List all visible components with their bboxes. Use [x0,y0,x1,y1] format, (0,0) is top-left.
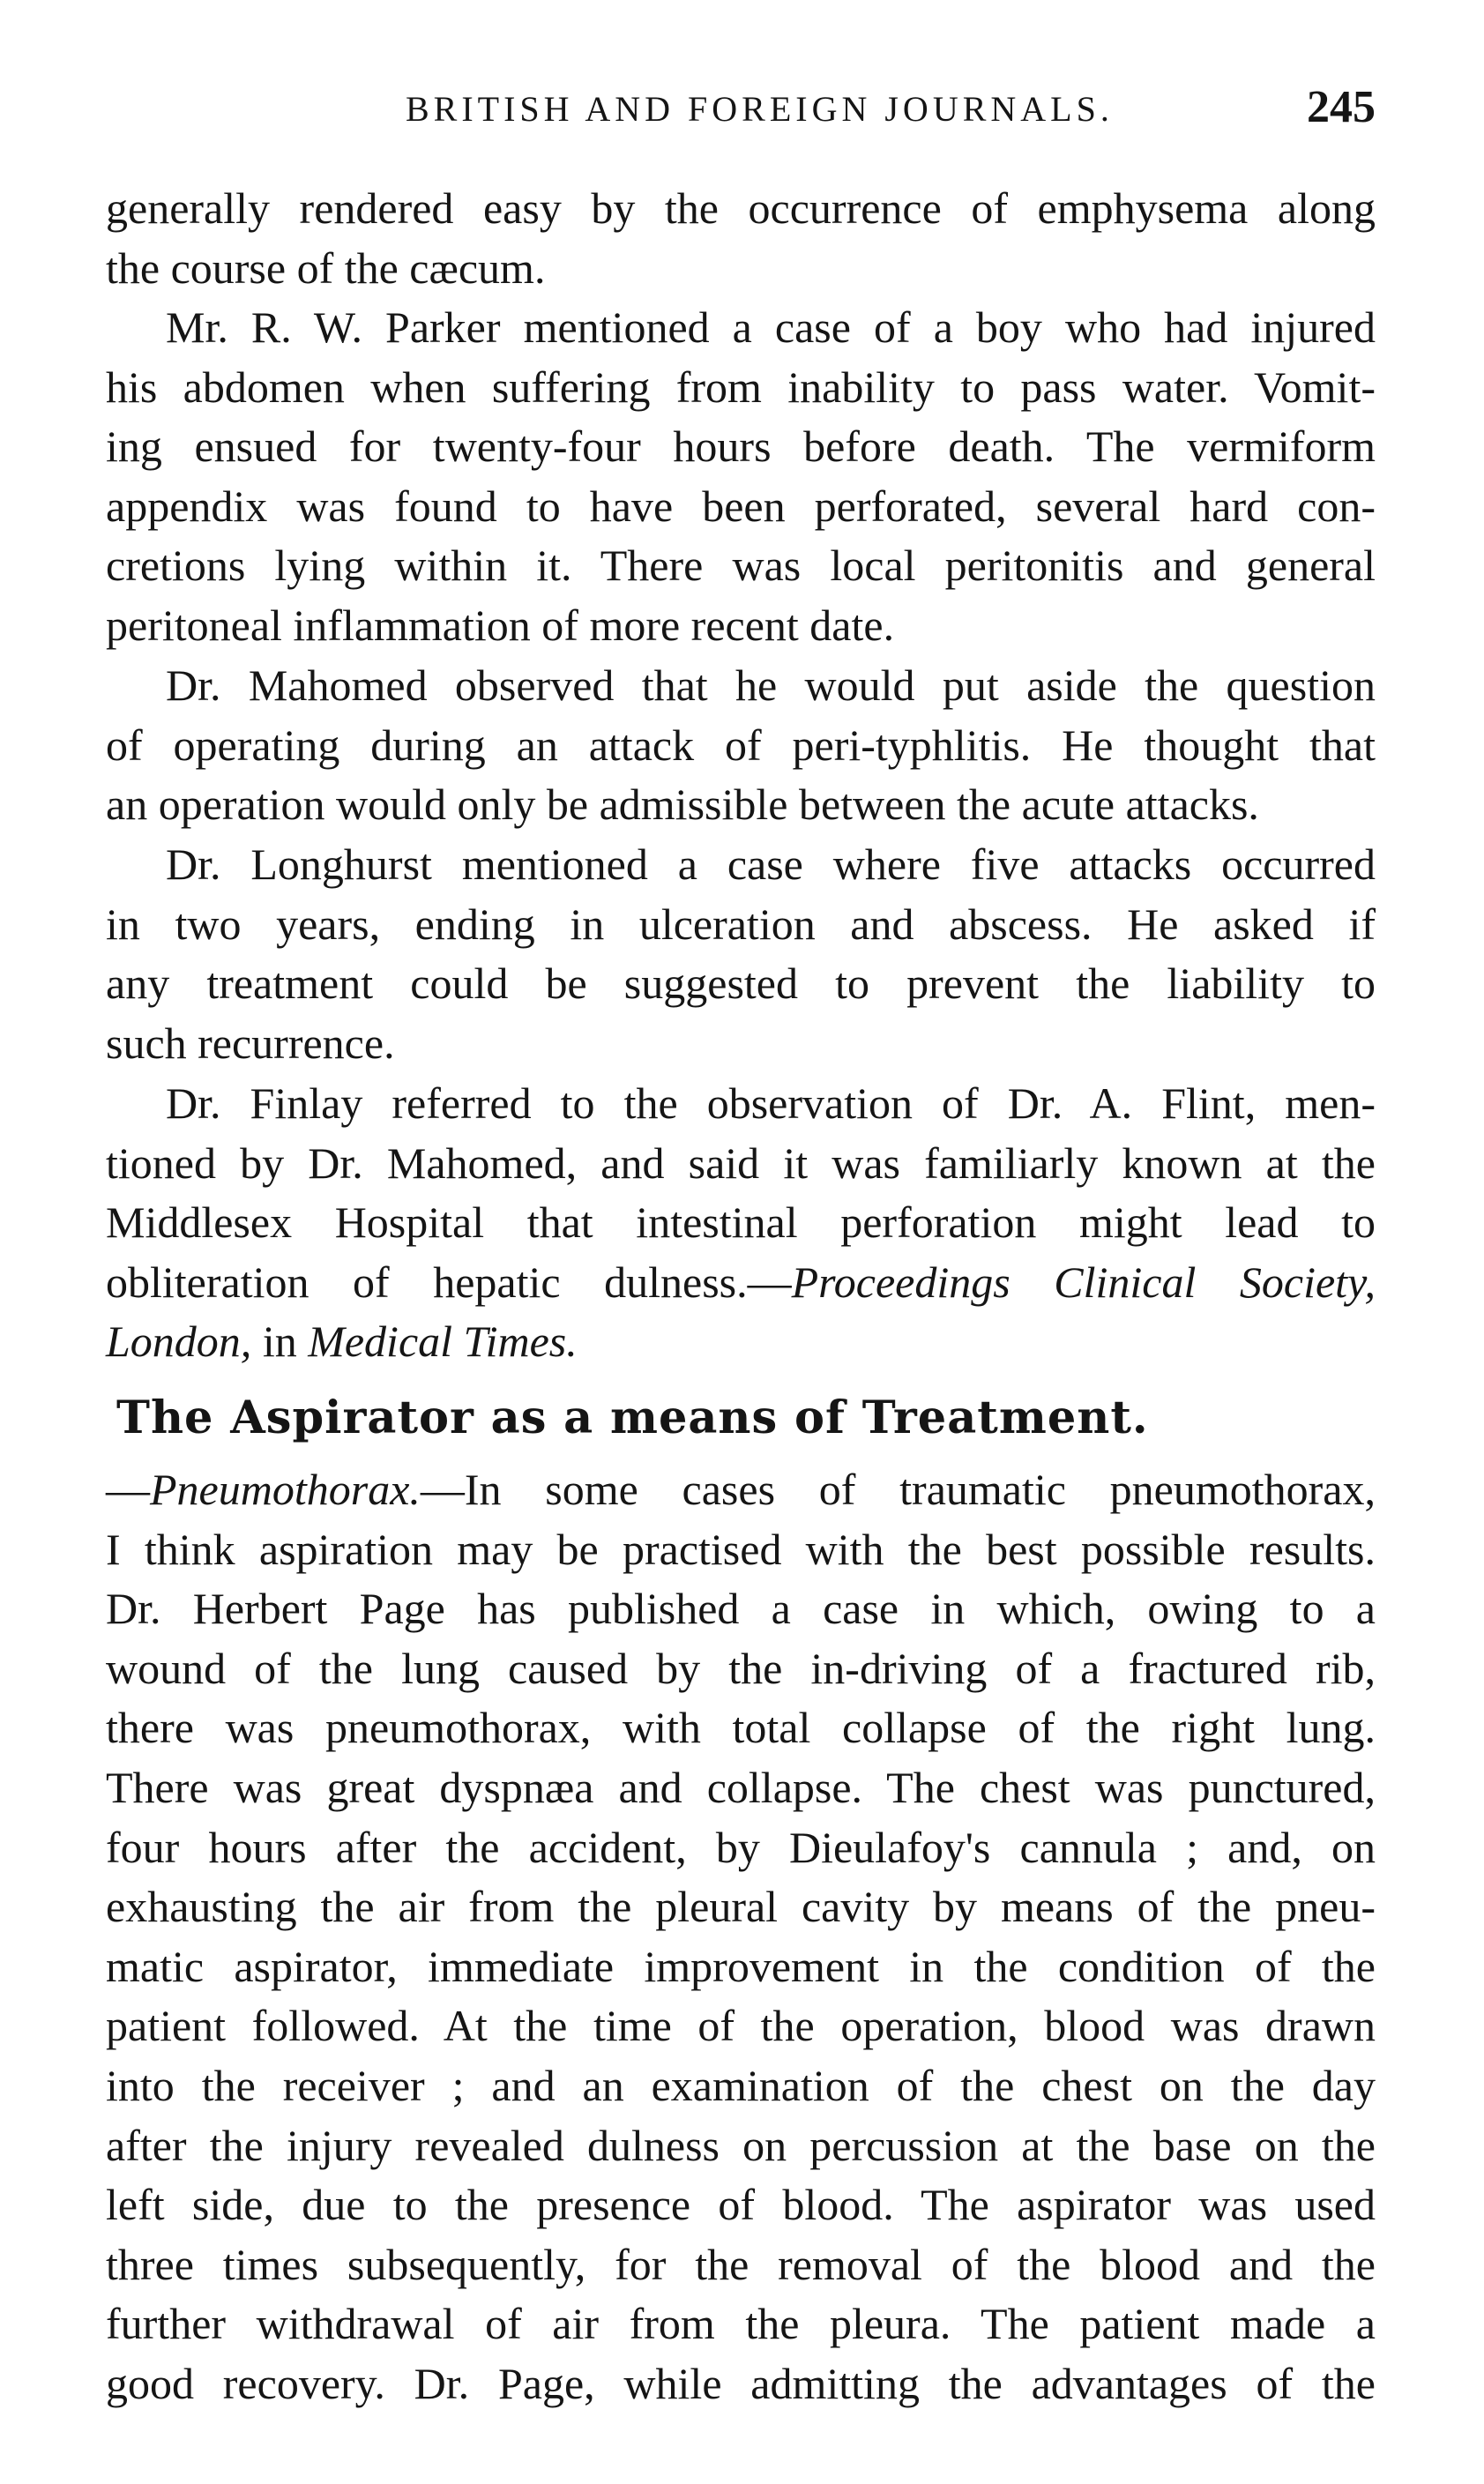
paragraph-longhurst [106,835,1376,1073]
text-line: any treatment could be suggested to prevent the liability to [106,959,1376,1009]
subheading-dash: — [106,1465,150,1514]
running-head: BRITISH AND FOREIGN JOURNALS. [406,89,1114,129]
text-line: of operating during an attack of peri-typhlitis. He thought that [106,720,1376,770]
text-line: after the injury revealed dulness on percussion at the base on the [106,2120,1376,2170]
subheading-title: Pneumothorax. [150,1465,421,1514]
text-line: Dr. Herbert Page has published a case in which, owing to a [106,1584,1376,1634]
paragraph-continuation [106,179,1376,298]
citation-source: Proceedings Clinical Society, [791,1257,1376,1307]
text-line: in two years, ending in ulceration and abscess. He asked if [106,899,1376,949]
paragraph-parker [106,298,1376,656]
text-line: Dr. Longhurst mentioned a case where five attacks occurred [166,839,1376,889]
text-line-citation [106,1253,1376,1313]
text-line: Mr. R. W. Parker mentioned a case of a boy who had injured [166,302,1376,352]
text-line: ing ensued for twenty-four hours before death. The vermiform [106,421,1376,472]
text-line-subheading [106,1460,1376,1520]
text-line: such recurrence. [106,1018,395,1068]
text-line: an operation would only be admissible between the acute attacks. [106,780,1259,830]
text-line: cretions lying within it. There was local peritonitis and general [106,541,1376,591]
text-line: there was pneumothorax, with total collapse of the right lung. [106,1703,1376,1753]
section-heading: The Aspirator as a means of Treatment. [116,1391,1149,1444]
citation-connector: in [251,1317,309,1367]
citation-journal: Medical Times. [308,1317,578,1367]
text-line: appendix was found to have been perforated, several hard con- [106,481,1376,531]
text-line: wound of the lung caused by the in-driving of a fractured rib, [106,1643,1376,1693]
text-line: Middlesex Hospital that intestinal perforation might lead to [106,1197,1376,1248]
text-line: his abdomen when suffering from inability to pass water. Vomit- [106,362,1376,412]
text-line: left side, due to the presence of blood. The aspirator was used [106,2180,1376,2230]
text-line: Dr. Mahomed observed that he would put aside the question [166,660,1376,710]
text-line: Dr. Finlay referred to the observation of Dr. A. Flint, men- [166,1078,1376,1128]
text-line-citation [106,1312,1376,1372]
text-line: matic aspirator, immediate improvement in the condition of the [106,1941,1376,1991]
text-line: patient followed. At the time of the operation, blood was drawn [106,2001,1376,2051]
text-line: the course of the cæcum. [106,242,546,293]
text-line: peritoneal inflammation of more recent date. [106,600,895,650]
page-number: 245 [1307,82,1376,132]
paragraph-mahomed [106,656,1376,835]
text-line: three times subsequently, for the removal of the blood and the [106,2239,1376,2289]
citation-place: London, [106,1317,252,1367]
text-line: exhausting the air from the pleural cavity by means of the pneu- [106,1882,1376,1932]
text-line: good recovery. Dr. Page, while admitting the advantages of the [106,2358,1376,2408]
page-header [106,81,1376,143]
section-body [106,1460,1376,2414]
text-line: tioned by Dr. Mahomed, and said it was familiarly known at the [106,1138,1376,1188]
text-line: four hours after the accident, by Dieulafoy's cannula ; and, on [106,1822,1376,1872]
citation-text: obliteration of hepatic dulness.— [106,1257,792,1307]
text-line: I think aspiration may be practised with the best possible results. [106,1524,1376,1574]
text-line: further withdrawal of air from the pleura. The patient made a [106,2299,1376,2349]
paragraph-finlay [106,1074,1376,1372]
subheading-rest: —In some cases of traumatic pneumothorax, [420,1465,1376,1514]
text-line: into the receiver ; and an examination of the chest on the day [106,2060,1376,2110]
text-line: generally rendered easy by the occurrence of emphysema along [106,183,1376,233]
text-line: There was great dyspnæa and collapse. The chest was punctured, [106,1762,1376,1812]
